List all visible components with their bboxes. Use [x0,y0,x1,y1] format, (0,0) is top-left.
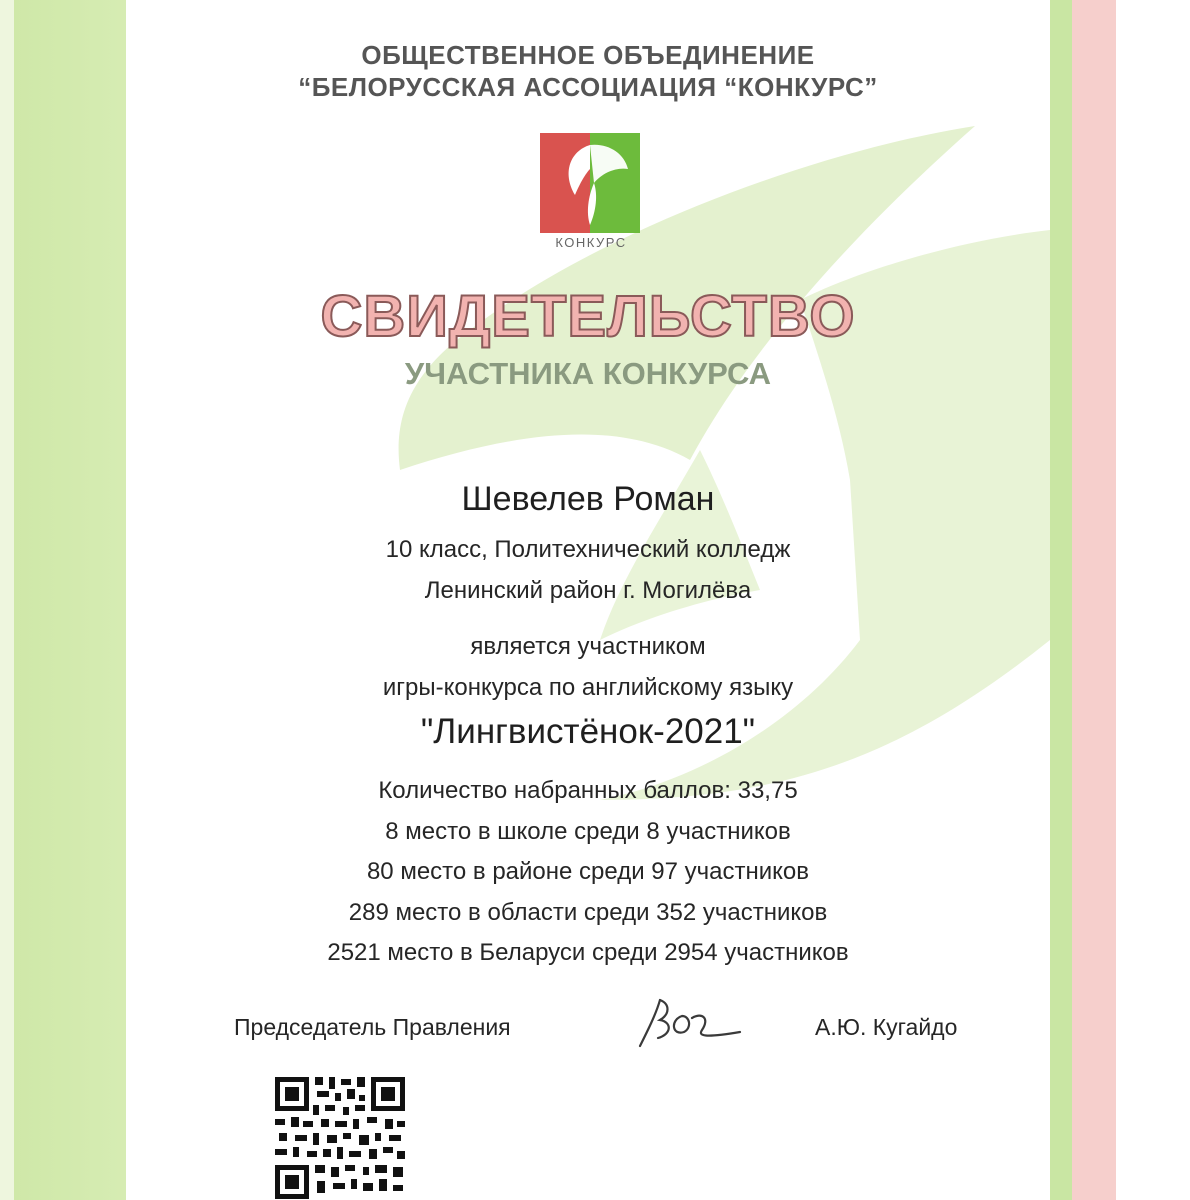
qr-code [273,1075,407,1200]
certificate-title: СВИДЕТЕЛЬСТВО [320,284,856,349]
organization-line-1: ОБЩЕСТВЕННОЕ ОБЪЕДИНЕНИЕ [361,40,815,70]
signatory-name: А.Ю. Кугайдо [815,1014,958,1040]
konkurs-logo [540,133,642,253]
contest-name: "Лингвистёнок-2021" [420,712,756,751]
statement-line-2: игры-конкурса по английскому языку [382,674,794,701]
handwritten-signature [630,992,750,1052]
region-rank-line: 289 место в области среди 352 участников [348,899,828,926]
score-line: Количество набранных баллов: 33,75 [378,777,798,804]
signatory-role: Председатель Правления [234,1014,511,1040]
statement-line-1: является участником [470,633,706,660]
participant-school: 10 класс, Политехнический колледж [385,536,791,563]
participant-district: Ленинский район г. Могилёва [424,577,752,604]
school-rank-line: 8 место в школе среди 8 участников [385,818,791,845]
country-rank-line: 2521 место в Беларуси среди 2954 участников [327,939,849,966]
logo-caption: КОНКУРС [555,235,627,250]
district-rank-line: 80 место в районе среди 97 участников [366,858,810,885]
participant-name: Шевелев Роман [461,480,715,518]
organization-line-2: “БЕЛОРУССКАЯ АССОЦИАЦИЯ “КОНКУРС” [298,72,878,102]
certificate-subtitle: УЧАСТНИКА КОНКУРСА [404,356,772,391]
